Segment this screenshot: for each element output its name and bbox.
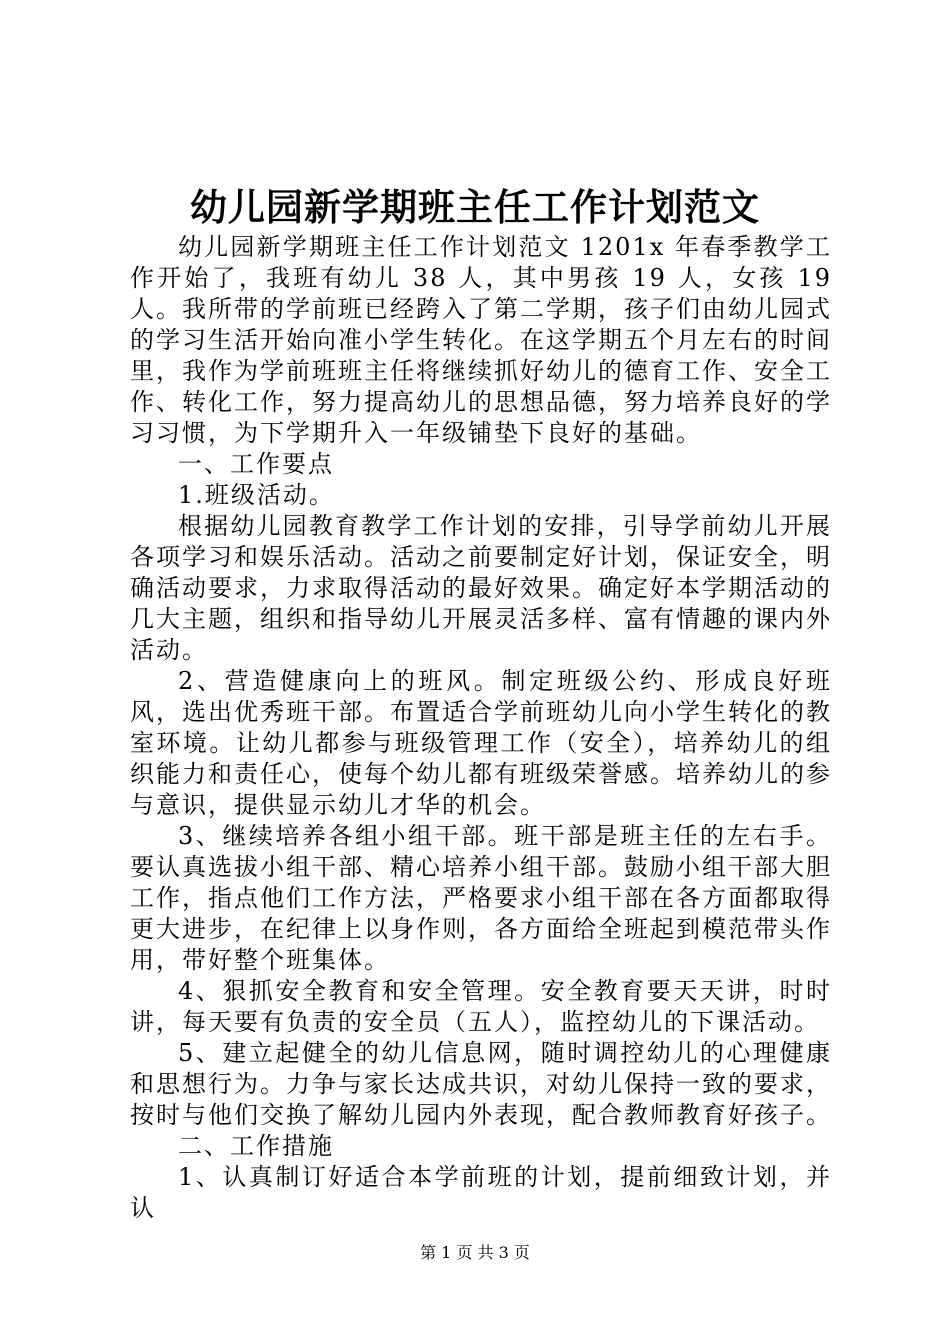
page-footer: 第 1 页 共 3 页 xyxy=(420,1243,530,1262)
subheading-class-activities: 1.班级活动。 xyxy=(178,481,335,509)
paragraph-safety: 4、狠抓安全教育和安全管理。安全教育要天天讲，时时讲，每天要有负责的安全员（五人），监控幼儿的下课活动。 xyxy=(130,977,832,1036)
paragraph-class-activities: 根据幼儿园教育教学工作计划的安排，引导学前幼儿开展各项学习和娱乐活动。活动之前要制定好计划，保证安全，明确活动要求，力求取得活动的最好效果。确定好本学期活动的几大主题，组织和指导幼儿开展灵活多样、富有情趣的课内外活动。 xyxy=(130,512,832,664)
document-body xyxy=(130,232,832,1224)
section-heading-work-points: 一、工作要点 xyxy=(178,450,334,478)
paragraph-info-network: 5、建立起健全的幼儿信息网，随时调控幼儿的心理健康和思想行为。力争与家长达成共识，对幼儿保持一致的要求，按时与他们交换了解幼儿园内外表现，配合教师教育好孩子。 xyxy=(130,1039,832,1129)
paragraph-measure-1: 1、认真制订好适合本学前班的计划，提前细致计划，并认 xyxy=(130,1163,832,1222)
section-heading-measures: 二、工作措施 xyxy=(178,1132,334,1160)
paragraph-intro: 幼儿园新学期班主任工作计划范文 1201x 年春季教学工作开始了，我班有幼儿 38 人，其中男孩 19 人，女孩 19 人。我所带的学前班已经跨入了第二学期，孩子们由幼儿园式的学习生活开始向准小学生转化。在这学期五个月左右的时间里，我作为学前班班主任将继续抓好幼儿的德育工作、安全工作、转化工作，努力提高幼儿的思想品德，努力培养良好的学习习惯，为下学期升入一年级铺垫下良好的基础。 xyxy=(130,233,832,447)
document-title: 幼儿园新学期班主任工作计划范文 xyxy=(190,185,760,229)
paragraph-group-leaders: 3、继续培养各组小组干部。班干部是班主任的左右手。要认真选拔小组干部、精心培养小组干部。鼓励小组干部大胆工作，指点他们工作方法，严格要求小组干部在各方面都取得更大进步，在纪律上以身作则，各方面给全班起到模范带头作用，带好整个班集体。 xyxy=(130,822,832,974)
paragraph-class-atmosphere: 2、营造健康向上的班风。制定班级公约、形成良好班风，选出优秀班干部。布置适合学前班幼儿向小学生转化的教室环境。让幼儿都参与班级管理工作（安全），培养幼儿的组织能力和责任心，使每个幼儿都有班级荣誉感。培养幼儿的参与意识，提供显示幼儿才华的机会。 xyxy=(130,667,832,819)
